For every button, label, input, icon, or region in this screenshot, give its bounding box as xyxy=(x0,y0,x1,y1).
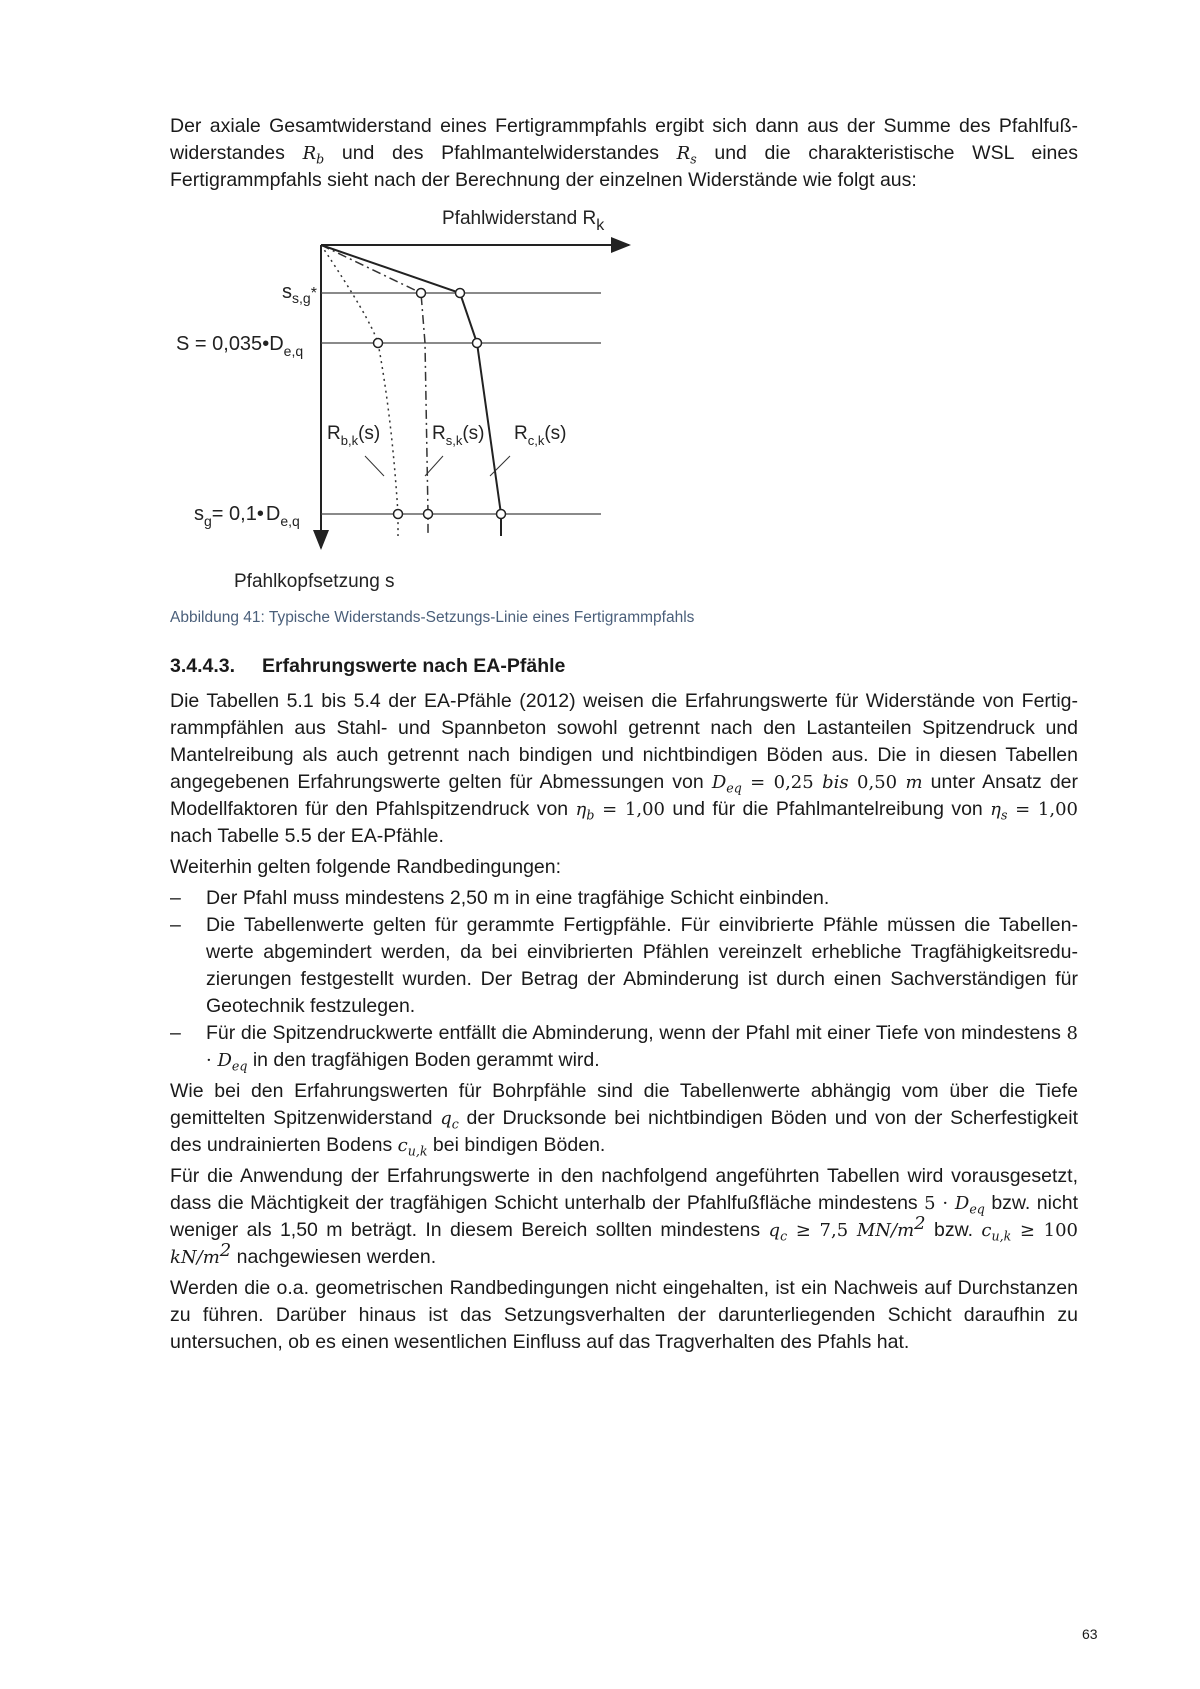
list-item: – Der Pfahl muss mindestens 2,50 m in eine tragfähige Schicht einbinden. xyxy=(170,887,830,909)
rsk-label: $R_{s,k}(s)$ xyxy=(432,423,485,448)
eta-s-symbol: $\eta_s$ xyxy=(990,799,1008,823)
intro-paragraph xyxy=(170,113,1078,194)
rsk-leader xyxy=(425,456,443,476)
rbk-curve xyxy=(321,245,398,536)
settlement-resistance-figure xyxy=(170,198,1078,603)
rsk-curve xyxy=(321,245,428,536)
document-page xyxy=(170,113,1078,1360)
figure-caption: Abbildung 41: Typische Widerstands-Setzungs-Linie eines Fertigrammpfahls xyxy=(170,609,695,626)
ssg-label: $s_{s,g}^*$ xyxy=(282,281,317,306)
conditions-list xyxy=(170,885,1078,1074)
rb-symbol: $R_b$ xyxy=(302,143,325,167)
page-number: 63 xyxy=(1082,1626,1098,1642)
sg-label: $s_g=$ 0,1• $D_{e,q}$ xyxy=(194,503,300,529)
cuk-symbol: $c_{u,k}$ xyxy=(397,1135,428,1159)
deq-symbol: $D_{eq}$ xyxy=(711,772,742,796)
paragraph-2: Weiterhin gelten folgende Randbedingungen: xyxy=(170,856,562,878)
rck-label: $R_{c,k}(s)$ xyxy=(514,423,567,448)
list-item: – Für die Spitzendruckwerte entfällt die Abminderung, wenn der Pfahl mit einer Tiefe von mindestens $8 \cdot D_{eq}$ in den tragfähigen Boden gerammt wird. xyxy=(170,1022,1078,1074)
paragraph-5: Werden die o.a. geometrischen Randbedingungen nicht eingehalten, ist ein Nachweis auf Durchstanzen zu führen. Darüber hinaus ist das Setzungsverhalten der darunterliegenden Schicht daraufhin zu untersuchen, ob es einen wesentlichen Einfluss auf das Tragverhalten des Pfahls hat. xyxy=(170,1277,1078,1353)
y-axis-title: Pfahlkopfsetzung s xyxy=(234,571,395,592)
rbk-marker-s035 xyxy=(374,339,383,348)
rck-marker-sg xyxy=(497,510,506,519)
paragraph-4: Für die Anwendung der Erfahrungswerte in den nachfolgend angeführten Tabellen wird vorausgesetzt, dass die Mächtigkeit der tragfähigen Schicht unterhalb der Pfahlfußfläche mindestens $5 \cdot D_{eq}$ bzw. nicht weniger als 1,50 m beträgt. In diesem Bereich sollten mindestens $q_c \ge 7,5$ $MN/m^2$ bzw. $c_{u,k} \ge 100$ $kN/m^2$ nachgewiesen werden. xyxy=(170,1165,1078,1268)
s035-label: $S = 0,035•D_{e,q}$ xyxy=(176,333,304,359)
rck-marker-ssg xyxy=(456,289,465,298)
section-heading xyxy=(170,655,1078,678)
list-item: – Die Tabellenwerte gelten für gerammte Fertigpfähle. Für einvibrierte Pfähle müssen die Tabellenwerte abgemindert werden, da bei einvibrierten Pfählen vereinzelt erhebliche Tragfähigkeitsreduzierungen festgestellt wurden. Der Betrag der Abminderung ist durch einen Sachverständigen für Geotechnik festzulegen. xyxy=(170,914,1078,1017)
qc-symbol: $q_c$ xyxy=(440,1108,459,1132)
paragraph-3: Wie bei den Erfahrungswerten für Bohrpfähle sind die Tabellenwerte abhängig vom über die Tiefe gemittelten Spitzenwiderstand $q_c$ der Drucksonde bei nichtbindigen Böden und von der Scherfestigkeit des undrainierten Bodens $c_{u,k}$ bei bindigen Böden. xyxy=(170,1080,1078,1159)
rbk-leader xyxy=(365,456,384,476)
paragraph-1: Die Tabellen 5.1 bis 5.4 der EA-Pfähle (2012) weisen die Erfahrungswerte für Widerstände von Fertigrammpfählen aus Stahl- und Spannbeton sowohl getrennt nach den Lastanteilen Spitzendruck und Mantelreibung als auch getrennt nach bindigen und nichtbindigen Böden aus. Die in diesen Tabellen angegebenen Erfahrungswerte gelten für Abmessungen von $D_{eq} = 0,25$ bis 0,50 m unter Ansatz der Modellfaktoren für den Pfahlspitzendruck von $\eta_b = 1,00$ und für die Pfahlmantelreibung von $\eta_s = 1,00$ nach Tabelle 5.5 der EA-Pfähle. xyxy=(170,690,1079,847)
rbk-label: $R_{b,k}(s)$ xyxy=(327,423,381,448)
settlement-diagram xyxy=(170,198,1078,603)
rsk-marker-sg xyxy=(424,510,433,519)
rsk-marker-ssg xyxy=(417,289,426,298)
section-title: Erfahrungswerte nach EA-Pfähle xyxy=(262,655,566,677)
x-axis-title: Pfahlwiderstand $R_k$ xyxy=(442,208,605,234)
intro-text-1: Der axiale Gesamtwiderstand eines Fertigrammpfahls ergibt sich dann aus der Summe des Pfahlfußwiderstandes xyxy=(170,115,1078,164)
intro-text-3: und die charakteristische WSL eines Fertigrammpfahls sieht nach der Berechnung der einzelnen Widerstände wie folgt aus: xyxy=(170,142,1078,191)
rs-symbol: $R_s$ xyxy=(676,143,697,167)
section-number: 3.4.4.3. xyxy=(170,655,236,677)
eta-b-symbol: $\eta_b$ xyxy=(575,799,595,823)
intro-text-2: und des Pfahlmantelwiderstandes xyxy=(324,142,677,164)
rbk-marker-sg xyxy=(394,510,403,519)
rck-marker-s035 xyxy=(473,339,482,348)
